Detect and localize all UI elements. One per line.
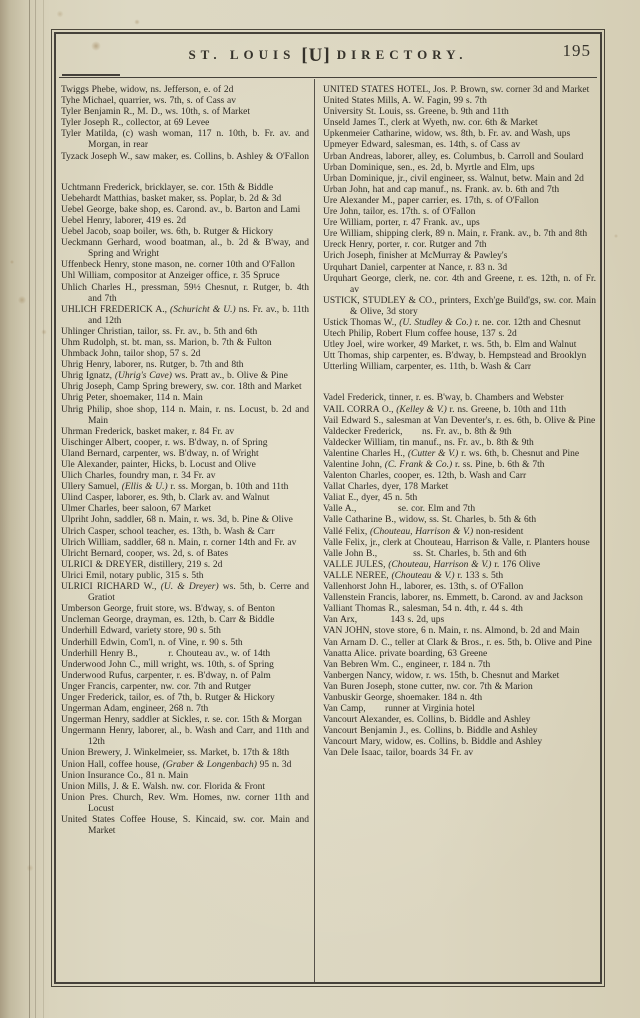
directory-entry: Ulrich William, saddler, 68 n. Main, r. corner 14th and Fr. av [61, 537, 297, 548]
directory-entry: Vail Edward S., salesman at Van Deventer's, r. es. 6th, b. Olive & Pine [323, 415, 596, 426]
directory-entry: Van Arnam D. C., teller at Clark & Bros., r. es. 5th, b. Olive and Pine [323, 637, 592, 648]
directory-entry: Uebel George, bake shop, es. Carond. av., b. Barton and Lami [61, 204, 301, 215]
directory-entry: Tyler Matilda, (c) wash woman, 117 n. 10th, b. Fr. av. and Morgan, in rear [61, 129, 309, 151]
directory-entry: Ungerman Henry, saddler at Sickles, r. se. cor. 15th & Morgan [61, 715, 302, 726]
page-title [56, 45, 600, 67]
directory-entry: Utt Thomas, ship carpenter, es. B'dway, b. Hempstead and Brooklyn [323, 351, 587, 362]
directory-entry: ULRICI RICHARD W., (U. & Dreyer) ws. 5th, b. Cerre and Gratiot [61, 582, 309, 604]
directory-entry: Valle Catharine B., widow, ss. St. Charles, b. 5th & 6th [323, 515, 537, 526]
directory-entry: Valdecker William, tin manuf., ns. Fr. av., b. 8th & 9th [323, 437, 534, 448]
directory-entry: Uhrman Frederick, basket maker, r. 84 Fr. av [61, 426, 235, 437]
directory-entry: Uhrig Joseph, Camp Spring brewery, sw. cor. 18th and Market [61, 382, 302, 393]
directory-entry: Underwood John C., mill wright, ws. 10th, s. of Spring [61, 659, 274, 670]
section-letter: U [308, 45, 324, 66]
directory-entry: Union Insurance Co., 81 n. Main [61, 770, 189, 781]
directory-entry: Utley Joel, wire worker, 49 Market, r. ws. 5th, b. Elm and Walnut [323, 340, 577, 351]
directory-entry: Valle John B., ss. St. Charles, b. 5th and 6th [323, 548, 527, 559]
directory-entry: USTICK, STUDLEY & CO., printers, Exch'ge Build'gs, sw. cor. Main & Olive, 3d story [323, 295, 596, 317]
directory-entry: Ustick Thomas W., (U. Studley & Co.) r. ne. cor. 12th and Chesnut [323, 317, 581, 328]
directory-entry: Ulind Casper, laborer, es. 9th, b. Clark av. and Walnut [61, 493, 270, 504]
directory-entry: Vanatta Alice. private boarding, 63 Greene [323, 648, 488, 659]
directory-entry: Unger Francis, carpenter, nw. cor. 7th and Rutger [61, 681, 251, 692]
directory-entry: Underhill Henry B., r. Chouteau av., w. of 14th [61, 648, 271, 659]
directory-entry: Uncleman George, drayman, es. 12th, b. Carr & Biddle [61, 615, 275, 626]
directory-entry: UNITED STATES HOTEL, Jos. P. Brown, sw. corner 3d and Market [323, 85, 590, 95]
directory-entry: Van Buren Joseph, stone cutter, nw. cor. 7th & Marion [323, 681, 533, 692]
directory-entry: Union Mills, J. & E. Walsh. nw. cor. Florida & Front [61, 781, 266, 792]
directory-entry: Vancourt Benjamin J., es. Collins, b. Biddle and Ashley [323, 726, 538, 737]
directory-entry: Umberson George, fruit store, ws. B'dway, s. of Benton [61, 604, 275, 615]
directory-entry: Uebel Jacob, soap boiler, ws. 6th, b. Rutger & Hickory [61, 227, 274, 238]
book-spine-edge [35, 0, 36, 1018]
directory-entry: Ungerman Adam, engineer, 268 n. 7th [61, 704, 209, 715]
directory-entry: Urich Joseph, finisher at McMurray & Pawley's [323, 251, 508, 262]
directory-entry: Ulmer Charles, beer saloon, 67 Market [61, 504, 211, 515]
directory-entry: Ure William, porter, r. 47 Frank. av., ups [323, 218, 480, 229]
directory-entry: Ulrich Casper, school teacher, es. 13th, b. Wash & Carr [61, 526, 275, 537]
page-header [56, 34, 600, 78]
directory-entry: Ulich Charles, foundry man, r. 34 Fr. av [61, 471, 216, 482]
directory-entry: Ungermann Henry, laborer, al., b. Wash and Carr, and 11th and 12th [61, 726, 309, 748]
directory-entry: Union Hall, coffee house, (Graber & Longenbach) 95 n. 3d [61, 759, 292, 770]
directory-entry: Union Brewery, J. Winkelmeier, ss. Market, b. 17th & 18th [61, 748, 290, 759]
directory-entry: Urquhart Daniel, carpenter at Nance, r. 83 n. 3d [323, 262, 508, 273]
directory-entry: Tyhe Michael, quarrier, ws. 7th, s. of Cass av [61, 96, 236, 107]
directory-entry: Vancourt Mary, widow, es. Collins, b. Biddle and Ashley [323, 737, 543, 748]
directory-entry: Valliant Thomas R., salesman, 54 n. 4th, r. 44 s. 4th [323, 604, 523, 615]
directory-entry: Van Bebren Wm. C., engineer, r. 184 n. 7th [323, 659, 491, 670]
directory-entry: Ueckmann Gerhard, wood boatman, al., b. 2d & B'way, and Spring and Wright [61, 238, 309, 260]
directory-entry: Underhill Edward, variety store, 90 s. 5th [61, 626, 221, 637]
directory-entry: Valiat E., dyer, 45 n. 5th [323, 493, 418, 504]
directory-entry: Uffenbeck Henry, stone mason, ne. corner 10th and O'Fallon [61, 260, 295, 271]
directory-entry: Uebel Henry, laborer, 419 es. 2d [61, 215, 186, 226]
directory-entry: Valentine John, (C. Frank & Co.) r. ss. Pine, b. 6th & 7th [323, 460, 545, 470]
directory-entry: Union Pres. Church, Rev. Wm. Homes, nw. corner 11th and Locust [61, 792, 309, 814]
directory-entry: Ure John, tailor, es. 17th. s. of O'Fallon [323, 207, 476, 218]
directory-entry: Ure William, shipping clerk, 89 n. Main, r. Frank. av., b. 7th and 8th [323, 229, 588, 240]
book-spine-edge [43, 0, 44, 1018]
directory-entry: Tyzack Joseph W., saw maker, es. Collins, b. Ashley & O'Fallon [61, 151, 309, 162]
directory-entry: Unger Frederick, tailor, es. of 7th, b. Rutger & Hickory [61, 692, 275, 703]
header-rule [59, 77, 597, 78]
directory-entry: Vallat Charles, dyer, 178 Market [323, 482, 449, 493]
directory-entry: Valentine Charles H., (Cutter & V.) r. ws. 6th, b. Chesnut and Pine [323, 448, 580, 459]
directory-entry: VAN JOHN, stove store, 6 n. Main, r. ns. Almond, b. 2d and Main [323, 626, 580, 637]
directory-entry: Uischinger Albert, cooper, r. ws. B'dway, n. of Spring [61, 437, 268, 448]
directory-entry: Uhrig Ignatz, (Uhrig's Cave) ws. Pratt av., b. Olive & Pine [61, 371, 288, 382]
directory-entry: Utech Philip, Robert Flum coffee house, 137 s. 2d [323, 329, 517, 340]
title-right: DIRECTORY. [336, 47, 468, 62]
directory-entry: Vadel Frederick, tinner, r. es. B'way, b. Chambers and Webster [323, 393, 564, 404]
directory-entry: Urban Dominique, jr., civil engineer, ss. Walnut, betw. Main and 2d [323, 173, 584, 184]
page-content [56, 34, 600, 982]
directory-entry: VALLE NEREE, (Chouteau & V.) r. 133 s. 5th [323, 570, 504, 581]
left-column [56, 79, 314, 982]
directory-entry: VALLE JULES, (Chouteau, Harrison & V.) r. 176 Olive [323, 559, 541, 570]
title-left: ST. LOUIS [188, 47, 296, 62]
directory-entry: University St. Louis, ss. Greene, b. 9th and 11th [323, 107, 509, 118]
directory-entry: Vallenhorst John H., laborer, es. 13th, s. of O'Fallon [323, 582, 524, 593]
directory-entry: Valenton Charles, cooper, es. 12th, b. Wash and Carr [323, 471, 527, 482]
directory-entry: Urban Dominique, sen., es. 2d, b. Myrtle and Elm, ups [323, 162, 535, 173]
directory-entry: United States Mills, A. W. Fagin, 99 s. 7th [323, 96, 487, 107]
book-spine-edge [29, 0, 30, 1018]
directory-entry: Twiggs Phebe, widow, ns. Jefferson, e. of 2d [61, 85, 234, 95]
directory-entry: Urquhart George, clerk, ne. cor. 4th and Greene, r. es. 12th, n. of Fr. av [323, 273, 596, 295]
directory-entry: Tyler Joseph R., collector, at 69 Levee [61, 118, 210, 129]
directory-entry: Urban John, hat and cap manuf., ns. Frank. av. b. 6th and 7th [323, 184, 560, 195]
directory-entry: Uhrig Peter, shoemaker, 114 n. Main [61, 393, 203, 404]
directory-entry: Uebehardt Matthias, basket maker, ss. Poplar, b. 2d & 3d [61, 193, 282, 204]
directory-entry: Vallenstein Francis, laborer, ns. Emmett, b. Carond. av and Jackson [323, 593, 583, 604]
section-letter-bracket: [U] [301, 45, 331, 66]
directory-entry: United States Coffee House, S. Kincaid, sw. cor. Main and Market [61, 815, 309, 837]
directory-entry: Ureck Henry, porter, r. cor. Rutger and 7th [323, 240, 487, 251]
directory-entry: Uhlinger Christian, tailor, ss. Fr. av., b. 5th and 6th [61, 326, 258, 337]
directory-entry: Uhl William, compositor at Anzeiger office, r. 35 Spruce [61, 271, 280, 282]
directory-entry: Uhrig Henry, laborer, ns. Rutger, b. 7th and 8th [61, 360, 244, 371]
directory-entry: Vanbuskir George, shoemaker. 184 n. 4th [323, 692, 483, 703]
directory-entry: Ulpriht John, saddler, 68 n. Main, r. ws. 3d, b. Pine & Olive [61, 515, 293, 526]
right-column [315, 79, 600, 982]
page-border [51, 29, 605, 987]
directory-entry: Van Dele Isaac, tailor, boards 34 Fr. av [323, 748, 474, 759]
directory-entry: Van Arx, 143 s. 2d, ups [323, 615, 445, 626]
directory-entry: Uhm Rudolph, st. bt. man, ss. Marion, b. 7th & Fulton [61, 337, 272, 348]
directory-entry: Unseld James T., clerk at Wyeth, nw. cor. 6th & Market [323, 118, 538, 129]
directory-entry: Underwood Rufus, carpenter, r. es. B'dway, n. of Palm [61, 670, 271, 681]
page-border-inner [54, 32, 602, 984]
directory-entry: Uhlich Charles H., pressman, 59½ Chesnut, r. Rutger, b. 4th and 7th [61, 282, 309, 304]
directory-entry: Uchtmann Frederick, bricklayer, se. cor. 15th & Biddle [61, 182, 274, 193]
directory-entry: UHLICH FREDERICK A., (Schuricht & U.) ns. Fr. av., b. 11th and 12th [61, 304, 309, 326]
directory-entry: Ure Alexander M., paper carrier, es. 17th, s. of O'Fallon [323, 195, 539, 206]
directory-entry: Valle A., se. cor. Elm and 7th [323, 504, 476, 515]
directory-entry: Ullery Samuel, (Ellis & U.) r. ss. Morgan, b. 10th and 11th [61, 482, 289, 493]
directory-entry: Ulrici Emil, notary public, 315 s. 5th [61, 570, 204, 581]
continuation-dash [62, 74, 120, 76]
directory-entry: ULRICI & DREYER, distillery, 219 s. 2d [61, 559, 223, 570]
directory-columns [56, 79, 600, 982]
directory-entry: Valdecker Frederick, ns. Fr. av., b. 8th & 9th [323, 426, 512, 437]
directory-entry: Vanbergen Nancy, widow, r. ws. 15th, b. Chesnut and Market [323, 670, 560, 681]
directory-entry: Urban Andreas, laborer, alley, es. Columbus, b. Carroll and Soulard [323, 151, 584, 162]
directory-entry: Utterling William, carpenter, es. 11th, b. Wash & Carr [323, 362, 532, 373]
directory-entry: Uland Bernard, carpenter, ws. B'dway, n. of Wright [61, 448, 259, 459]
directory-entry: Valle Felix, jr., clerk at Chouteau, Harrison & Valle, r. Planters house [323, 537, 590, 548]
directory-entry: Underhill Edwin, Com'l, n. of Vine, r. 90 s. 5th [61, 637, 243, 648]
directory-entry: VAIL CORRA O., (Kelley & V.) r. ns. Greene, b. 10th and 11th [323, 404, 567, 415]
directory-entry: Uhrig Philip, shoe shop, 114 n. Main, r. ns. Locust, b. 2d and Main [61, 404, 309, 426]
directory-entry: Vallé Felix, (Chouteau, Harrison & V.) non-resident [323, 526, 524, 537]
directory-entry: Vancourt Alexander, es. Collins, b. Biddle and Ashley [323, 715, 531, 726]
directory-entry: Van Camp, runner at Virginia hotel [323, 704, 475, 715]
directory-entry: Tyler Benjamin R., M. D., ws. 10th, s. of Market [61, 107, 250, 118]
directory-entry: Ule Alexander, painter, Hicks, b. Locust and Olive [61, 460, 256, 470]
directory-entry: Upmeyer Edward, salesman, es. 14th, s. of Cass av [323, 140, 521, 151]
directory-entry: Ulricht Bernard, cooper, ws. 2d, s. of Bates [61, 548, 229, 559]
directory-entry: Uhmback John, tailor shop, 57 s. 2d [61, 349, 201, 360]
page-number: 195 [562, 41, 591, 60]
directory-entry: Upkenmeier Catharine, widow, ws. 8th, b. Fr. av. and Wash, ups [323, 129, 571, 140]
